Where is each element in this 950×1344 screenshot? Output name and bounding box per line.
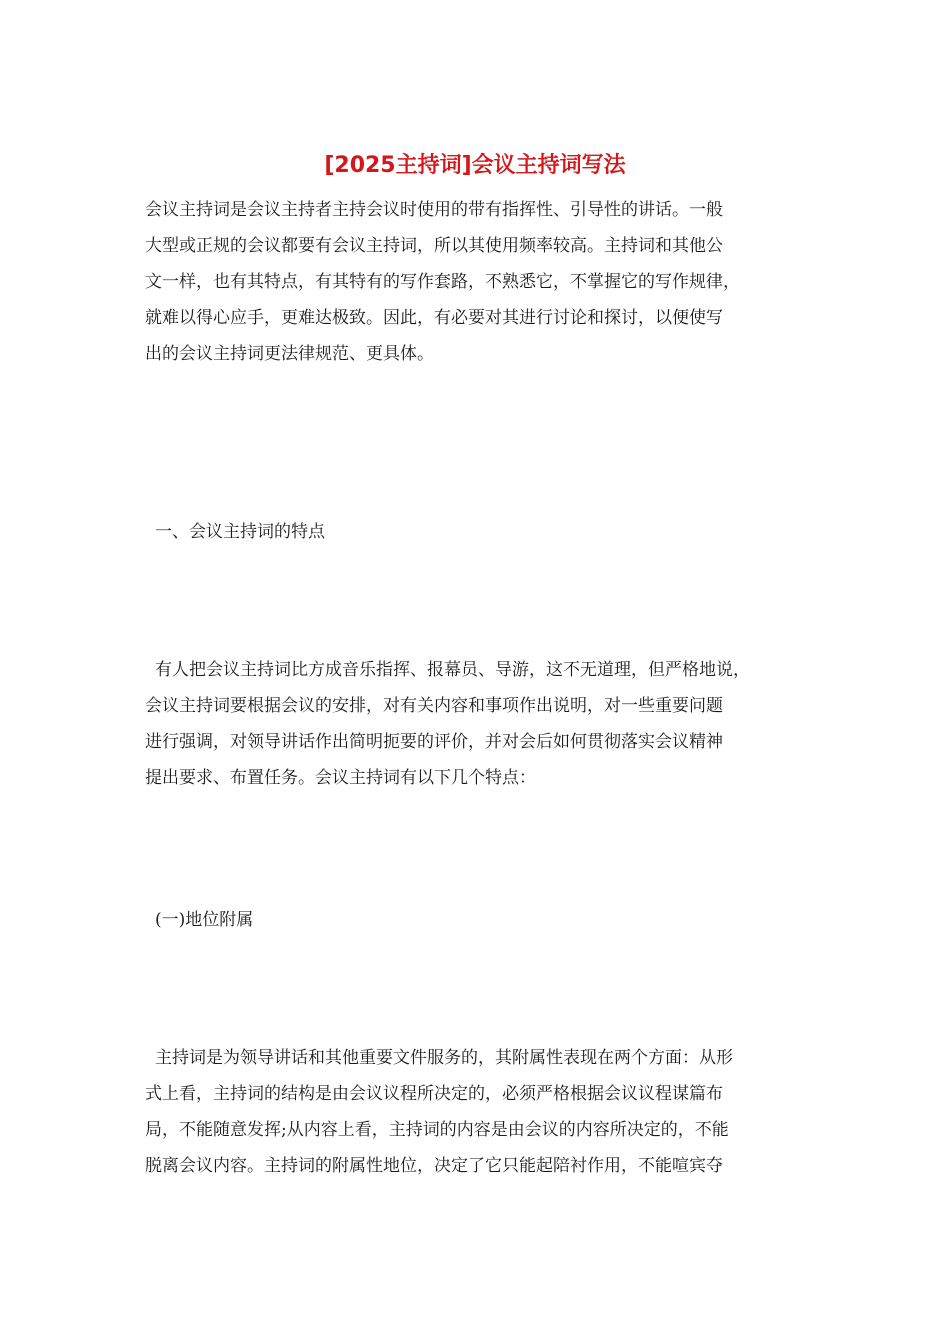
subsection-paragraph xyxy=(145,1040,825,1184)
section-paragraph-line: 有人把会议主持词比方成音乐指挥、报幕员、导游，这不无道理，但严格地说， xyxy=(155,660,750,680)
intro-line: 出的会议主持词更法律规范、更具体。 xyxy=(145,344,434,364)
section-heading-text: 一、会议主持词的特点 xyxy=(155,522,325,542)
section-heading xyxy=(145,514,825,550)
subsection-paragraph-line: 脱离会议内容。主持词的附属性地位，决定了它只能起陪衬作用，不能喧宾夺 xyxy=(145,1156,723,1176)
subsection-paragraph-line: 式上看，主持词的结构是由会议议程所决定的，必须严格根据会议议程谋篇布 xyxy=(145,1084,723,1104)
subsection-heading-text: (一)地位附属 xyxy=(155,910,254,930)
intro-line: 会议主持词是会议主持者主持会议时使用的带有指挥性、引导性的讲话。一般 xyxy=(145,200,723,220)
document-title: [2025主持词]会议主持词写法 xyxy=(324,153,626,178)
subsection-paragraph-line: 局，不能随意发挥;从内容上看，主持词的内容是由会议的内容所决定的，不能 xyxy=(145,1120,729,1140)
section-paragraph-line: 进行强调，对领导讲话作出简明扼要的评价，并对会后如何贯彻落实会议精神 xyxy=(145,732,723,752)
intro-paragraph xyxy=(145,192,825,372)
subsection-paragraph-line: 主持词是为领导讲话和其他重要文件服务的，其附属性表现在两个方面：从形 xyxy=(155,1048,733,1068)
section-paragraph-line: 提出要求、布置任务。会议主持词有以下几个特点： xyxy=(145,768,536,788)
intro-line: 文一样，也有其特点，有其特有的写作套路，不熟悉它，不掌握它的写作规律， xyxy=(145,272,740,292)
section-paragraph-line: 会议主持词要根据会议的安排，对有关内容和事项作出说明，对一些重要问题 xyxy=(145,696,723,716)
section-paragraph xyxy=(145,652,825,796)
intro-line: 大型或正规的会议都要有会议主持词，所以其使用频率较高。主持词和其他公 xyxy=(145,236,723,256)
subsection-heading xyxy=(145,902,825,938)
intro-line: 就难以得心应手，更难达极致。因此，有必要对其进行讨论和探讨，以便使写 xyxy=(145,308,723,328)
